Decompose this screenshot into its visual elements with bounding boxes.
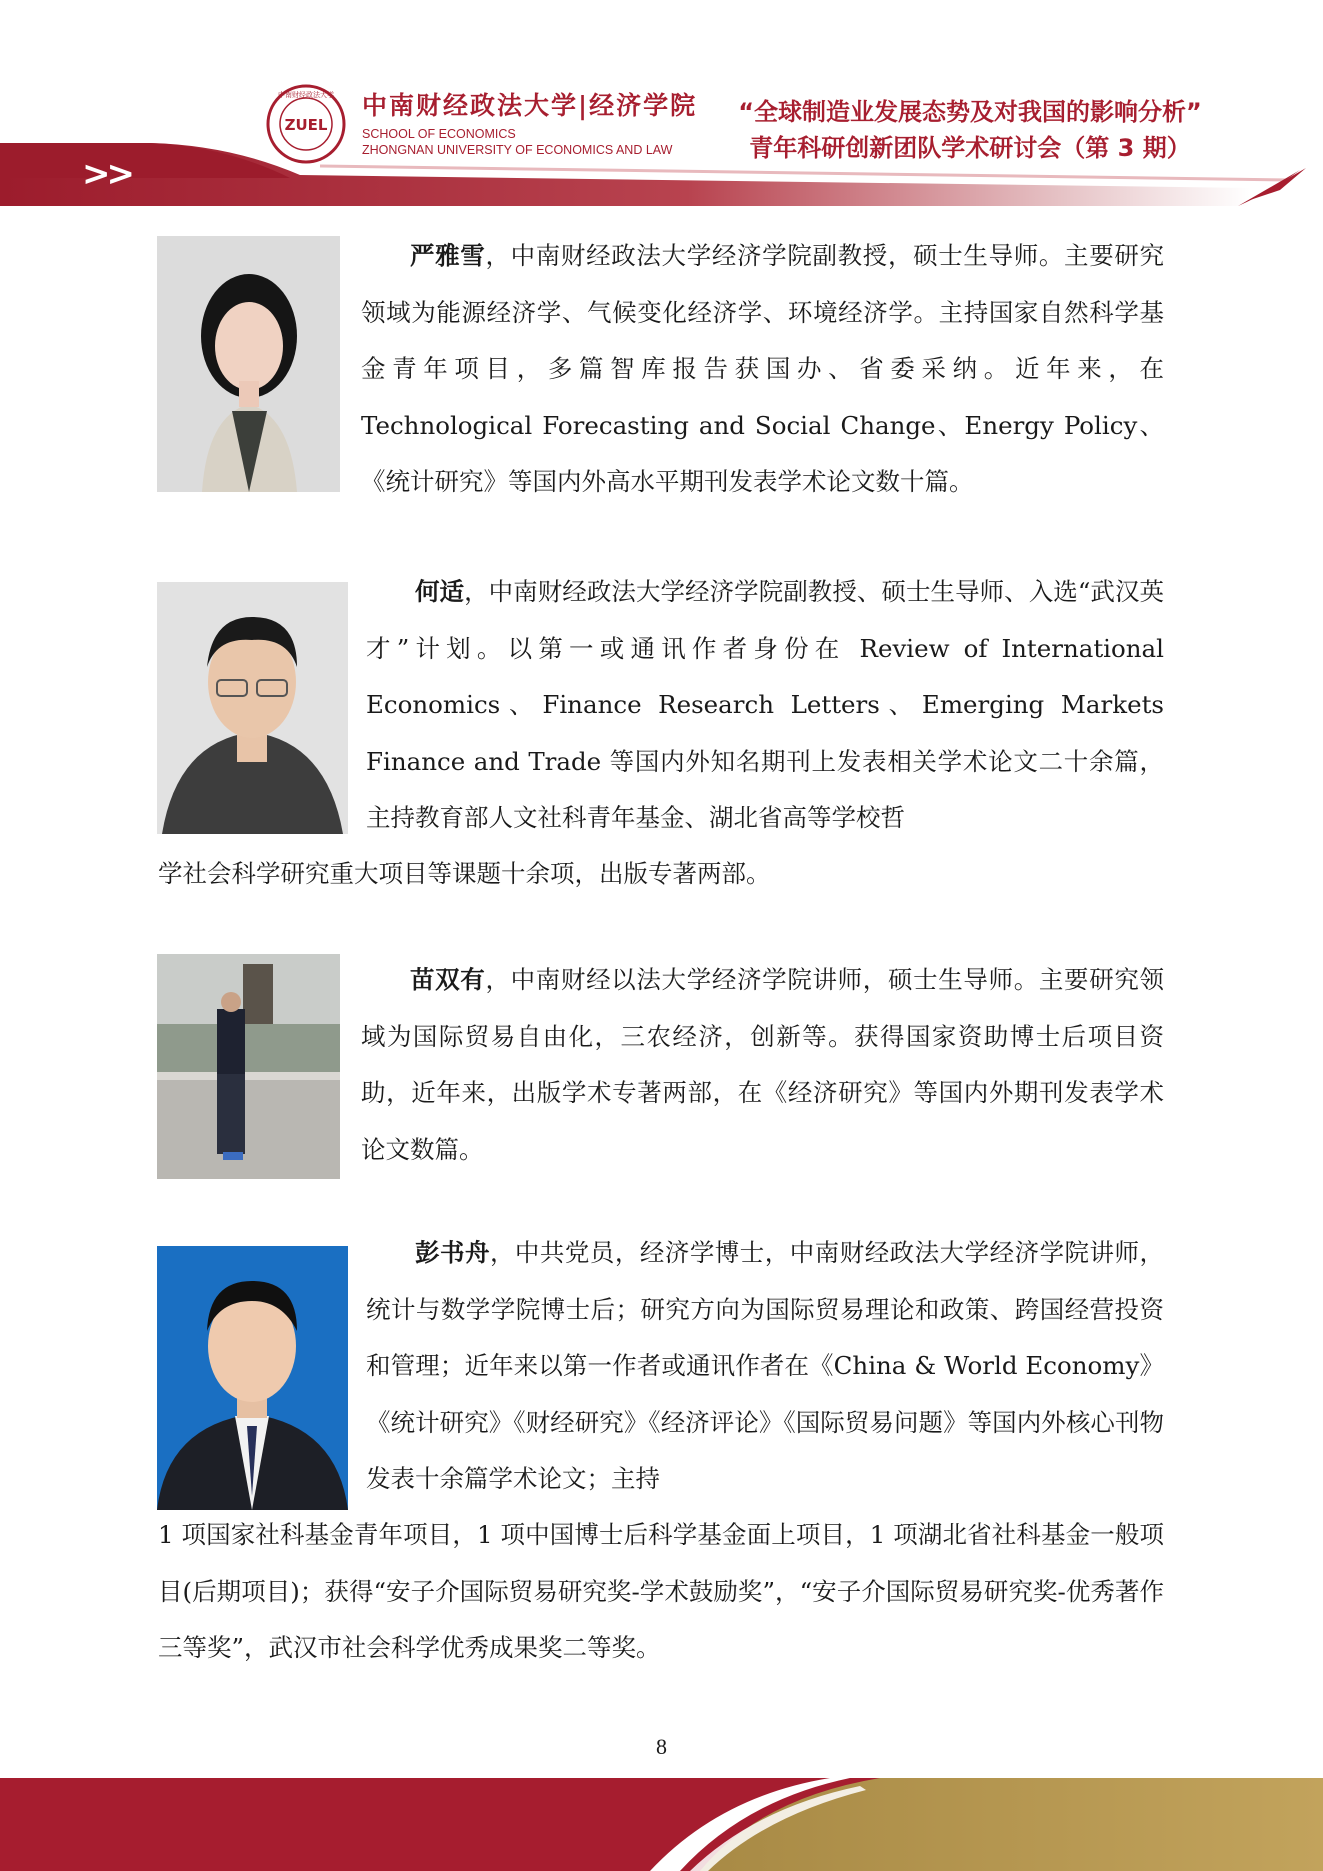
page-header bbox=[0, 0, 1323, 215]
profile-bio-he-continued: 学社会科学研究重大项目等课题十余项，出版专著两部。 bbox=[158, 859, 771, 888]
profile-bio-he bbox=[366, 564, 1164, 847]
school-name-en-2: ZHONGNAN UNIVERSITY OF ECONOMICS AND LAW bbox=[362, 143, 673, 157]
school-logo-text bbox=[362, 86, 697, 158]
profile-text: ，中南财经政法大学经济学院副教授、硕士生导师、入选“武汉英才”计划。以第一或通讯作者身份在 Review of International Economics、Finance Research Letters、Emerging Markets Finance and Trade 等国内外知名期刊上发表相关学术论文二十余篇，主持教育部人文社科青年基金、湖北省高等学校哲 bbox=[366, 577, 1165, 832]
profile-text: ，中共党员，经济学博士，中南财经政法大学经济学院讲师，统计与数学学院博士后；研究方向为国际贸易理论和政策、跨国经营投资和管理；近年来以第一作者或通讯作者在《China & World Economy》《统计研究》《财经研究》《经济评论》《国际贸易问题》等国内外核心刊物发表十余篇学术论文；主持 bbox=[366, 1238, 1165, 1493]
profile-bio-miao bbox=[361, 952, 1164, 1178]
conference-title bbox=[690, 94, 1250, 166]
profile-name: 严雅雪 bbox=[410, 241, 486, 270]
profile-name: 何适 bbox=[415, 577, 465, 606]
page-number: 8 bbox=[656, 1734, 667, 1759]
profile-name: 苗双有 bbox=[410, 965, 486, 994]
profile-bio-peng-continued: 1 项国家社科基金青年项目，1 项中国博士后科学基金面上项目，1 项湖北省社科基金一般项目(后期项目)；获得“安子介国际贸易研究奖-学术鼓励奖”，“安子介国际贸易研究奖-优秀著作三等奖”，武汉市社会科学优秀成果奖二等奖。 bbox=[158, 1520, 1164, 1662]
profile-text: ，中南财经政法大学经济学院副教授，硕士生导师。主要研究领域为能源经济学、气候变化经济学、环境经济学。主持国家自然科学基金青年项目，多篇智库报告获国办、省委采纳。近年来，在 Technological Forecasting and Social Change、Energy Policy、《统计研究》等国内外高水平期刊发表学术论文数十篇。 bbox=[361, 241, 1165, 496]
conference-title-line-1: “全球制造业发展态势及对我国的影响分析” bbox=[738, 98, 1202, 126]
profile-name: 彭书舟 bbox=[415, 1238, 490, 1267]
university-seal-logo bbox=[266, 84, 346, 164]
footer-banner bbox=[0, 1778, 1323, 1871]
svg-text:中南财经政法大学: 中南财经政法大学 bbox=[278, 91, 334, 99]
profile-bio-peng bbox=[366, 1225, 1164, 1508]
school-name-en-1: SCHOOL OF ECONOMICS bbox=[362, 127, 516, 141]
school-name-cn: 中南财经政法大学|经济学院 bbox=[362, 91, 698, 120]
double-chevron-icon: >> bbox=[82, 154, 131, 194]
svg-text:ZUEL: ZUEL bbox=[284, 116, 328, 134]
profile-photo-he bbox=[157, 582, 348, 834]
conference-title-line-2: 青年科研创新团队学术研讨会（第 3 期） bbox=[749, 134, 1191, 162]
profile-photo-miao bbox=[157, 954, 340, 1179]
profile-photo-peng bbox=[157, 1246, 348, 1510]
profile-photo-yan bbox=[157, 236, 340, 492]
profile-text: ，中南财经以法大学经济学院讲师，硕士生导师。主要研究领域为国际贸易自由化，三农经济，创新等。获得国家资助博士后项目资助，近年来，出版学术专著两部，在《经济研究》等国内外期刊发表学术论文数篇。 bbox=[361, 965, 1165, 1164]
profile-bio-yan bbox=[361, 228, 1164, 511]
